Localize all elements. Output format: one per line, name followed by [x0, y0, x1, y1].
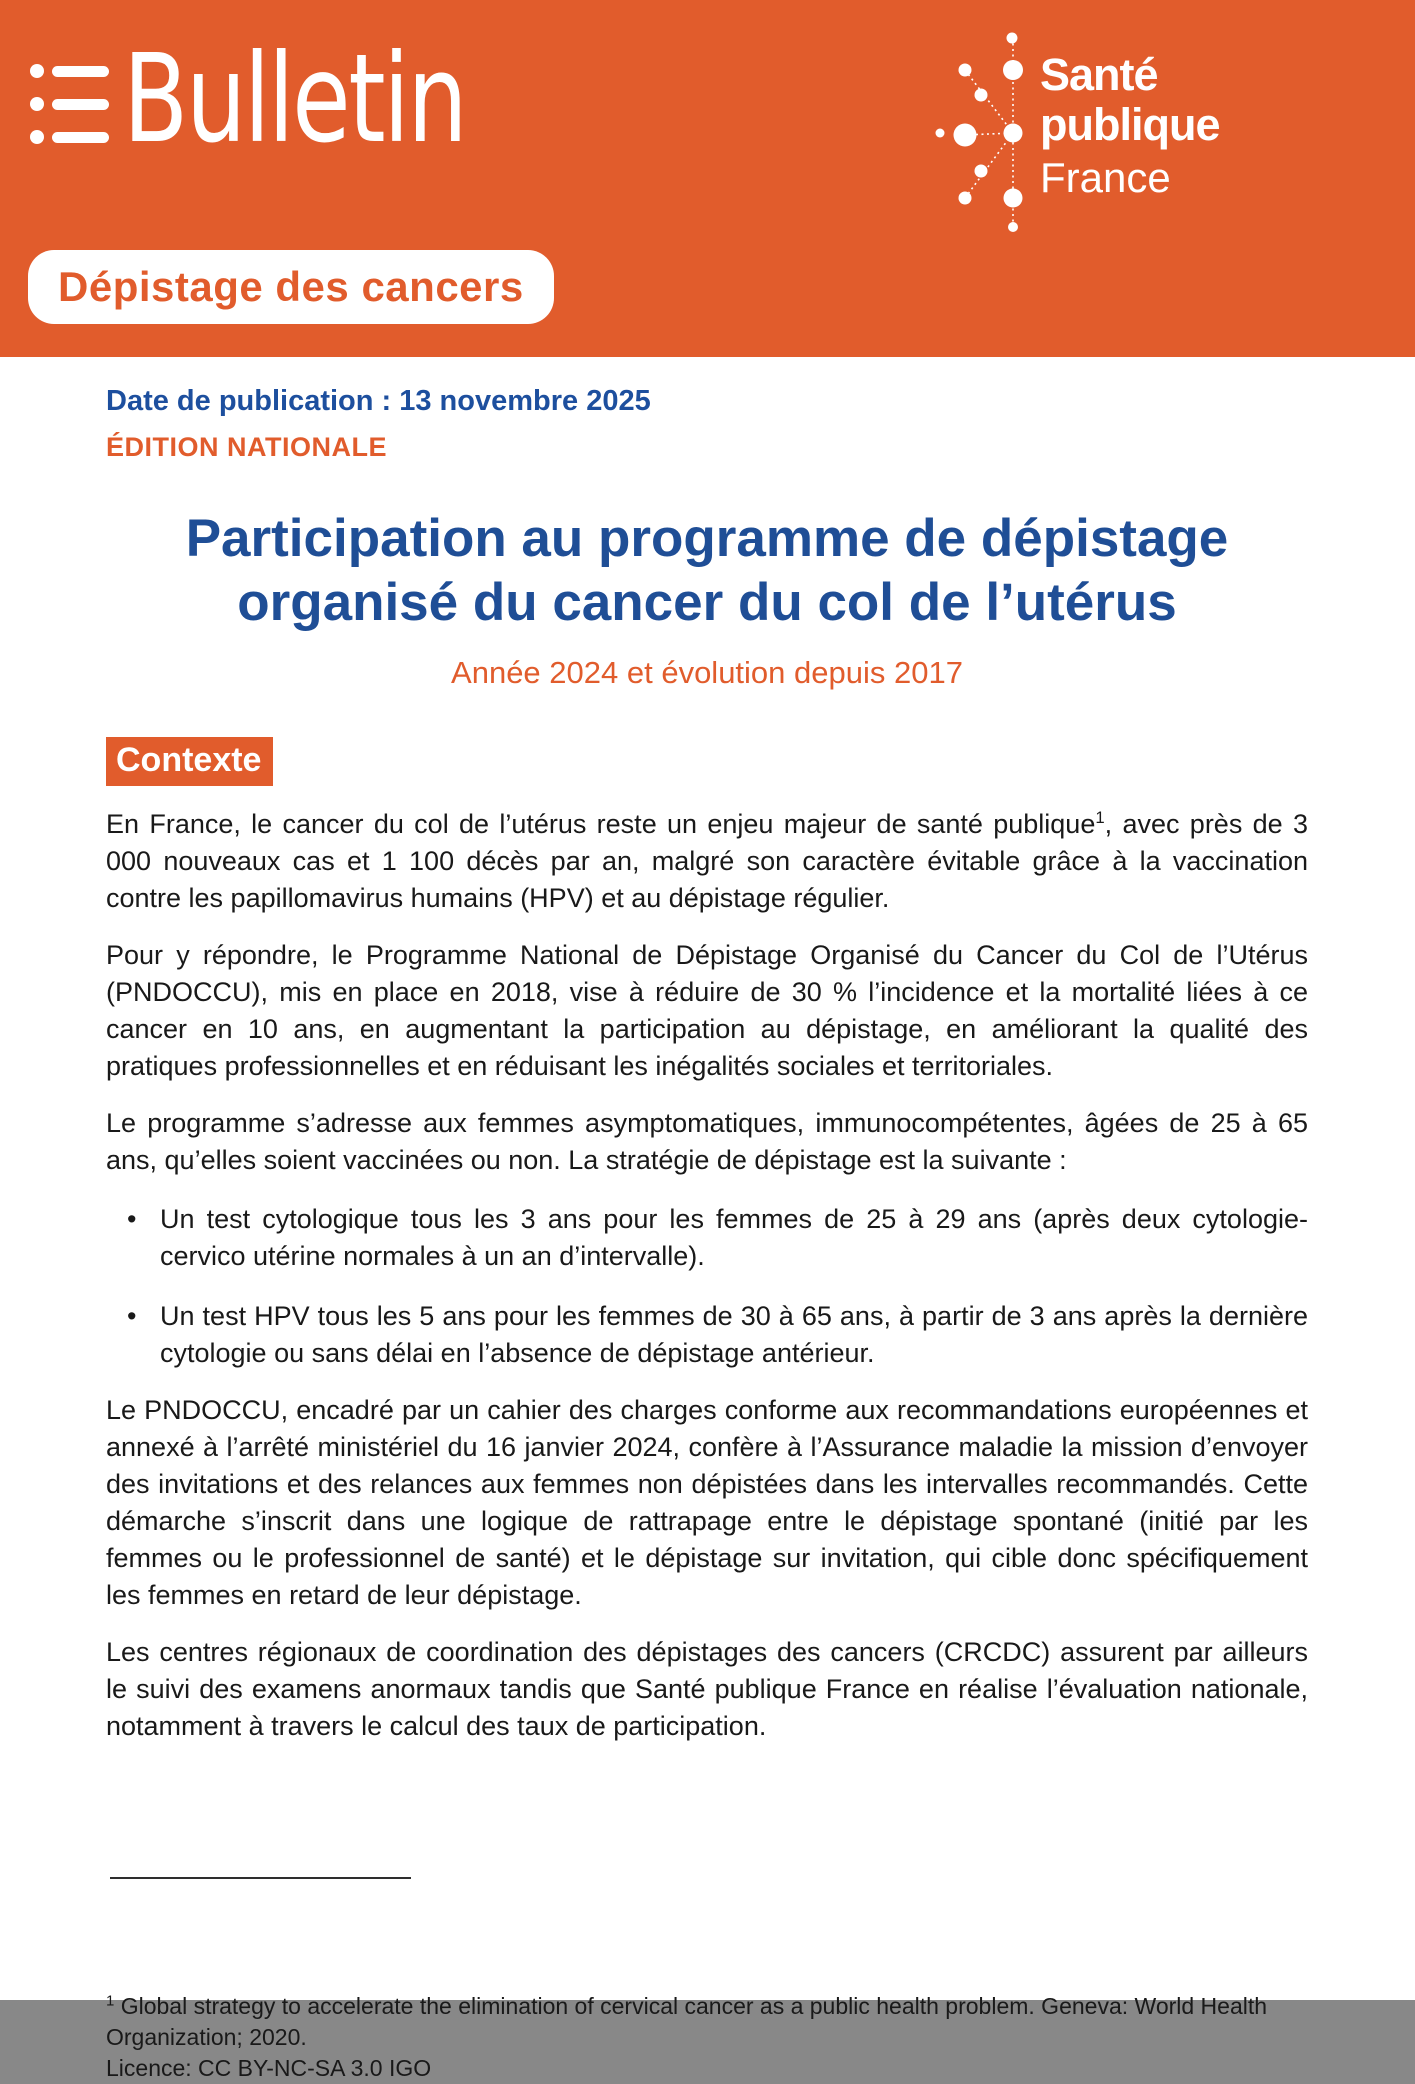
section-heading-contexte: Contexte: [106, 737, 273, 786]
footnote-reference: 1: [1095, 808, 1105, 827]
list-item: [106, 1201, 1308, 1275]
page-title: [106, 507, 1308, 635]
paragraph-cahier-des-charges: Le PNDOCCU, encadré par un cahier des charges conforme aux recommandations européennes et annexé à l’arrêté ministériel du 16 janvier 2024, confère à l’Assurance maladie la mission d’envoyer des invitations et des relances aux femmes non dépistées dans les intervalles recommandés. Cette démarche s’inscrit dans une logique de rattrapage entre le dépistage spontané (initié par les femmes ou le professionnel de santé) et le dépistage sur invitation, qui cible donc spécifiquement les femmes en retard de leur dépistage.: [106, 1395, 1308, 1610]
bullet-text-hpv: Un test HPV tous les 5 ans pour les femmes de 30 à 65 ans, à partir de 3 ans après la dernière cytologie ou sans délai en l’absence de dépistage antérieur.: [160, 1301, 1308, 1368]
paragraph-crcdc: Les centres régionaux de coordination des dépistages des cancers (CRCDC) assurent par ailleurs le suivi des examens anormaux tandis que Santé publique France en réalise l’évaluation nationale, notamment à travers le calcul des taux de participation.: [106, 1637, 1308, 1741]
document-body: [0, 357, 1415, 2084]
category-badge: Dépistage des cancers: [28, 250, 554, 324]
publication-date: Date de publication : 13 novembre 2025: [106, 385, 651, 417]
paragraph-intro-text: En France, le cancer du col de l’utérus reste un enjeu majeur de santé publique: [106, 809, 1096, 839]
footnote-number: 1: [106, 1992, 115, 2010]
page-subtitle: Année 2024 et évolution depuis 2017: [451, 655, 963, 690]
page-title-line1: Participation au programme de dépistage: [185, 509, 1229, 568]
footnote-separator: [110, 1877, 411, 1879]
sante-publique-france-wordmark: [1040, 50, 1219, 206]
logo-line-sante: Santé: [1040, 49, 1158, 100]
footnote-licence: Licence: CC BY-NC-SA 3.0 IGO: [106, 2055, 432, 2081]
bullet-marker: •: [127, 1301, 137, 1331]
bullet-marker: •: [127, 1204, 137, 1234]
edition-label: ÉDITION NATIONALE: [106, 432, 387, 462]
bullet-text-cytologie: Un test cytologique tous les 3 ans pour les femmes de 25 à 29 ans (après deux cytologie-cervico utérine normales à un an d’intervalle).: [160, 1204, 1308, 1271]
paragraph-intro-text-cont: , avec près de 3 000 nouveaux cas et 1 100 décès par an, malgré son caractère évitable grâce à la vaccination contre les papillomavirus humains (HPV) et au dépistage régulier.: [106, 809, 1308, 913]
page-title-line2: organisé du cancer du col de l’utérus: [237, 573, 1177, 632]
footnote-text: Global strategy to accelerate the elimination of cervical cancer as a public health problem. Geneva: World Health Organization; 2020.: [106, 1993, 1268, 2050]
paragraph-programme: Le programme s’adresse aux femmes asymptomatiques, immunocompétentes, âgées de 25 à 65 ans, qu’elles soient vaccinées ou non. La stratégie de dépistage est la suivante :: [106, 1108, 1308, 1175]
list-item: [106, 1298, 1308, 1372]
bulletin-logo: [30, 28, 562, 170]
paragraph-pndoccu: Pour y répondre, le Programme National de Dépistage Organisé du Cancer du Col de l’Utérus (PNDOCCU), mis en place en 2018, vise à réduire de 30 % l’incidence et la mortalité liées à ce cancer en 10 ans, en augmentant la participation au dépistage, en améliorant la qualité des pratiques professionnelles et en réduisant les inégalités sociales et territoriales.: [106, 940, 1308, 1081]
header-band: [0, 0, 1415, 357]
strategy-bullet-list: [106, 1201, 1308, 1372]
constellation-icon: [928, 26, 1028, 241]
bulletin-wordmark: Bulletin: [123, 28, 466, 170]
footnote: [106, 1991, 1308, 2084]
logo-line-publique: publique: [1040, 99, 1220, 150]
logo-line-france: France: [1040, 154, 1171, 201]
list-icon: [30, 64, 109, 144]
paragraph-intro: [106, 806, 1308, 917]
sante-publique-france-logo: [928, 26, 1398, 251]
